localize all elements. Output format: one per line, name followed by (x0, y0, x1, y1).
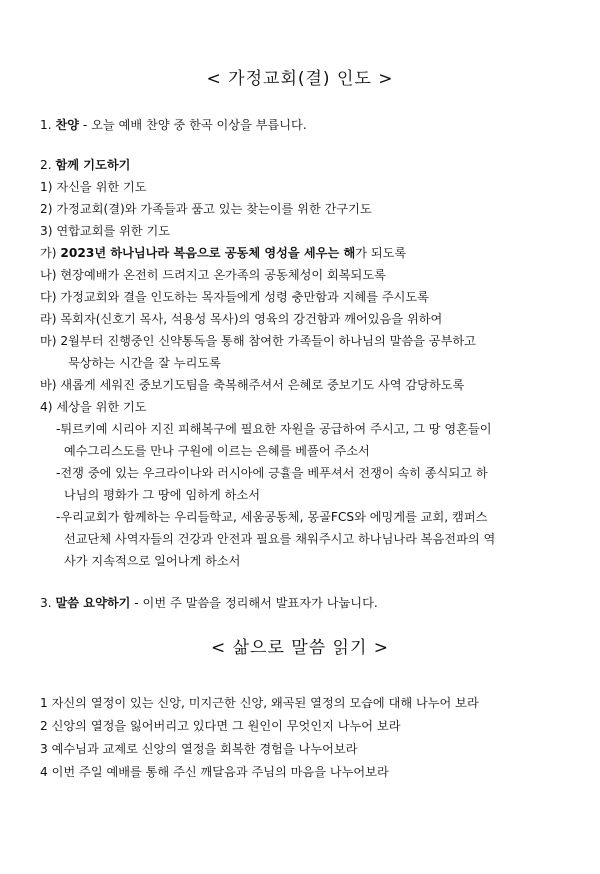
item-heading: 함께 기도하기 (55, 158, 131, 172)
item-praise (40, 117, 307, 133)
world-prayer: -튀르키예 시리아 지진 피해복구에 필요한 자원을 공급하여 주시고, 그 땅 영혼들이 (56, 422, 492, 436)
prayer-subitem-na: 나) 현장예배가 온전히 드려지고 온가족의 공동체성이 회복되도록 (40, 268, 386, 282)
item-number: 1. (40, 118, 56, 132)
question-item: 4 이번 주일 예배를 통해 주신 깨달음과 주님의 마음을 나누어보라 (40, 765, 389, 779)
world-prayer-cont: 사가 지속적으로 일어나게 하소서 (64, 554, 241, 568)
world-prayer: -우리교회가 함께하는 우리들학교, 세움공동체, 몽골FCS와 에밍게를 교회, 캠퍼스 (56, 510, 488, 524)
prayer-line: 3) 연합교회를 위한 기도 (40, 224, 171, 238)
prayer-subitem-ma: 마) 2월부터 진행중인 신약통독을 통해 참여한 가족들이 하나님의 말씀을 공부하고 (40, 334, 476, 348)
item-heading: 찬양 (55, 118, 80, 132)
world-prayer-cont: 선교단체 사역자들의 건강과 안전과 필요를 채워주시고 하나님나라 복음전파의 역 (64, 532, 496, 546)
prayer-subitem-ma-cont: 묵상하는 시간을 잘 누리도록 (68, 356, 221, 370)
item-prayer (40, 157, 130, 173)
item-text: - 오늘 예배 찬양 중 한곡 이상을 부릅니다. (79, 118, 307, 132)
yearly-theme: 2023년 하나님나라 복음으로 공동체 영성을 세우는 해 (60, 246, 356, 260)
prayer-line: 2) 가정교회(결)와 가족들과 품고 있는 찾는이를 위한 간구기도 (40, 202, 372, 216)
item-sermon-summary (40, 595, 378, 611)
section-title-house-church: < 가정교회(결) 인도 > (206, 69, 394, 89)
prayer-subitem-ra: 라) 목회자(신호기 목사, 석용성 목사)의 영육의 강건함과 깨어있음을 위하여 (40, 312, 443, 326)
item-text: - 이번 주 말씀을 정리해서 발표자가 나눕니다. (130, 596, 378, 610)
item-heading: 말씀 요약하기 (55, 596, 131, 610)
world-prayer: -전쟁 중에 있는 우크라이나와 러시아에 긍휼을 베푸셔서 전쟁이 속히 종식되고 하 (56, 466, 488, 480)
item-number: 2. (40, 158, 56, 172)
question-item: 1 자신의 열정이 있는 신앙, 미지근한 신앙, 왜곡된 열정의 모습에 대해 나누어 보라 (40, 696, 479, 710)
prayer-line: 1) 자신을 위한 기도 (40, 180, 147, 194)
question-item: 2 신앙의 열정을 잃어버리고 있다면 그 원인이 무엇인지 나누어 보라 (40, 719, 401, 733)
prayer-subitem-ga: 가) 2023년 하나님나라 복음으로 공동체 영성을 세우는 해가 되도록 (40, 246, 407, 260)
world-prayer-cont: 예수그리스도를 만나 구원에 이르는 은혜를 베풀어 주소서 (64, 444, 370, 458)
prayer-line: 4) 세상을 위한 기도 (40, 400, 147, 414)
section-title-word-in-life: < 삶으로 말씀 읽기 > (210, 638, 390, 658)
prayer-subitem-da: 다) 가정교회와 결을 인도하는 목자들에게 성령 충만함과 지혜를 주시도록 (40, 290, 429, 304)
prayer-subitem-ba: 바) 새롭게 세워진 중보기도팀을 축복해주셔서 은혜로 중보기도 사역 감당하도록 (40, 378, 465, 392)
item-number: 3. (40, 596, 56, 610)
world-prayer-cont: 나님의 평화가 그 땅에 임하게 하소서 (64, 488, 260, 502)
question-item: 3 예수님과 교제로 신앙의 열정을 회복한 경험을 나누어보라 (40, 742, 358, 756)
